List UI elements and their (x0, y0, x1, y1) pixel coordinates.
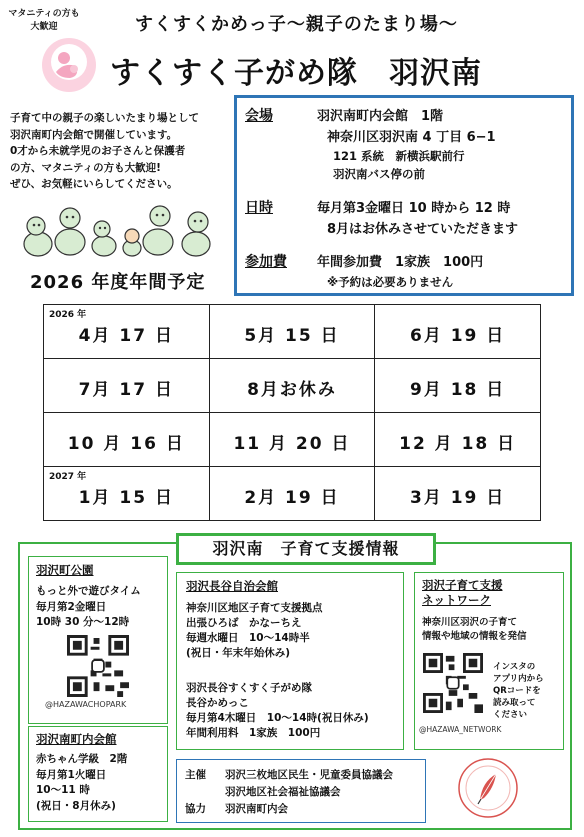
hase-line: 年間利用料 1家族 100円 (186, 727, 321, 739)
schedule-cell (375, 467, 541, 521)
host-name: 羽沢地区社会福祉協議会 (225, 786, 341, 798)
page-title: すくすく子がめ隊 羽沢南 (110, 56, 482, 91)
venue-address: 神奈川区羽沢南 4 丁目 6−1 (327, 130, 496, 145)
intro-line: 0才から未就学児のお子さんと保護者 (10, 145, 186, 157)
minami-hall-line: 毎月第1火曜日 (36, 769, 107, 781)
intro-line: の方、マタニティの方も大歓迎! (10, 161, 161, 174)
network-qr-caption: @HAZAWA_NETWORK (419, 725, 502, 734)
turtle-mascots-illustration (20, 196, 220, 262)
sponsor-box (176, 759, 426, 823)
minami-hall-info-box (28, 726, 168, 822)
minami-hall-line: (祝日・8月休み) (36, 800, 116, 812)
red-feather-logo-icon (456, 756, 520, 820)
date-value: 4月 17 日 (78, 326, 174, 346)
august-note: 8月はお休みさせていただきます (327, 222, 519, 237)
schedule-cell (209, 359, 375, 413)
date-value: 11 月 20 日 (233, 434, 351, 454)
year-label: 2026 年 (49, 310, 87, 320)
table-row (44, 305, 541, 359)
schedule-cell (209, 413, 375, 467)
hase-line: 出張ひろば かなーちえ (186, 617, 302, 629)
instagram-note: インスタの アプリ内から QRコードを 読み取って ください (493, 662, 544, 720)
hase-line: 長谷かめっこ (186, 697, 249, 709)
schedule-cell (375, 305, 541, 359)
date-value: 2月 19 日 (244, 488, 340, 508)
coop-label: 協力 (185, 803, 206, 815)
host-name: 羽沢三枚地区民生・児童委員協議会 (225, 769, 393, 781)
maternity-mark-icon (40, 36, 98, 94)
network-line: 情報や地域の情報を発信 (422, 631, 527, 642)
schedule-cell (209, 305, 375, 359)
park-info-box (28, 556, 168, 724)
date-value: 5月 15 日 (244, 326, 340, 346)
schedule-cell (44, 305, 210, 359)
intro-line: 子育て中の親子の楽しいたまり場として (10, 112, 199, 124)
park-qr-code[interactable] (67, 635, 129, 697)
year-schedule-heading: 2026 年度年間予定 (30, 272, 206, 293)
table-row (44, 413, 541, 467)
park-heading: 羽沢町公園 (36, 563, 94, 577)
minami-hall-line: 10〜11 時 (36, 784, 90, 796)
intro-line: ぜひ、お気軽にいらしてください。 (10, 178, 178, 190)
schedule-table (43, 304, 541, 521)
venue-label: 会場 (245, 108, 273, 124)
date-value: 1月 15 日 (78, 488, 174, 508)
bus-route: 121 系統 新横浜駅前行 (333, 149, 465, 163)
coop-name: 羽沢南町内会 (225, 803, 288, 815)
schedule-cell (44, 467, 210, 521)
date-value: 12 月 18 日 (399, 434, 517, 454)
network-heading: 羽沢子育て支援 ネットワーク (422, 578, 503, 607)
venue-name: 羽沢南町内会館 1階 (317, 109, 444, 124)
table-row (44, 467, 541, 521)
table-row (44, 359, 541, 413)
datetime-label: 日時 (245, 200, 273, 216)
network-qr-code[interactable] (423, 653, 483, 713)
intro-text (10, 110, 232, 193)
hase-heading: 羽沢長谷自治会館 (186, 579, 278, 593)
date-value: 3月 19 日 (409, 488, 506, 508)
date-value: 6月 19 日 (409, 326, 506, 346)
subtitle: すくすくかめっ子〜親子のたまり場〜 (135, 14, 458, 35)
fee-value: 年間参加費 1家族 100円 (317, 255, 484, 270)
hase-line: 神奈川区地区子育て支援拠点 (186, 602, 323, 614)
maternity-welcome-note: マタニティの方も 大歓迎 (8, 9, 80, 32)
date-value: 9月 18 日 (409, 380, 506, 400)
park-line: 10時 30 分〜12時 (36, 616, 130, 628)
minami-hall-line: 赤ちゃん学級 2階 (36, 753, 128, 765)
reservation-note: ※予約は必要ありません (327, 275, 454, 289)
date-value: 8月お休み (247, 380, 337, 400)
minami-hall-heading: 羽沢南町内会館 (36, 732, 117, 746)
event-info-box (234, 95, 574, 296)
park-line: 毎月第2金曜日 (36, 601, 107, 613)
intro-line: 羽沢南町内会館で開催しています。 (10, 128, 178, 141)
hase-line: 毎月第4木曜日 10〜14時(祝日休み) (186, 712, 369, 724)
hase-line: (祝日・年末年始休み) (186, 647, 291, 659)
schedule-cell (375, 413, 541, 467)
fee-label: 参加費 (245, 254, 287, 270)
support-section-title: 羽沢南 子育て支援情報 (176, 533, 436, 565)
schedule-cell (209, 467, 375, 521)
schedule-cell (375, 359, 541, 413)
park-line: もっと外で遊びタイム (36, 585, 141, 597)
hase-line: 毎週水曜日 10〜14時半 (186, 632, 310, 644)
date-value: 7月 17 日 (78, 380, 174, 400)
hase-line: 羽沢長谷すくすく子がめ隊 (186, 682, 312, 694)
network-info-box (414, 572, 564, 750)
schedule-cell (44, 359, 210, 413)
host-label: 主催 (185, 769, 206, 781)
datetime-value: 毎月第3金曜日 10 時から 12 時 (317, 201, 511, 216)
year-label: 2027 年 (49, 472, 87, 482)
bus-stop: 羽沢南バス停の前 (333, 167, 425, 181)
schedule-cell (44, 413, 210, 467)
hase-hall-info-box (176, 572, 404, 750)
network-line: 神奈川区羽沢の子育て (422, 617, 518, 628)
date-value: 10 月 16 日 (67, 434, 185, 454)
park-qr-caption: @HAZAWACHOPARK (45, 700, 127, 709)
